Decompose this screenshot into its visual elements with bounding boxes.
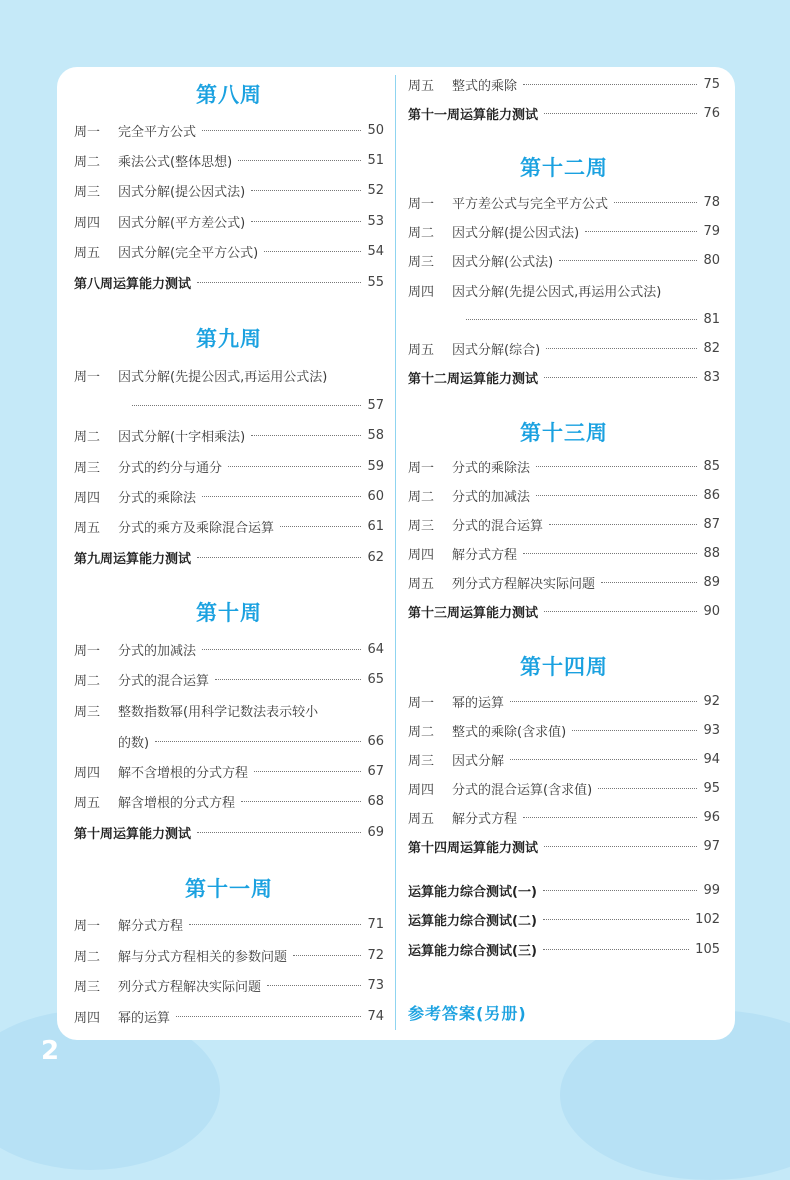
leader-dots (543, 890, 698, 891)
weekday-label: 周三 (74, 460, 101, 476)
page-number: 97 (703, 838, 720, 854)
leader-dots (523, 84, 697, 85)
toc-entry[interactable] (408, 191, 720, 213)
weekday-label: 周五 (408, 78, 435, 94)
weekday-label: 周四 (408, 782, 435, 798)
page-number: 79 (703, 223, 720, 239)
page-number: 67 (367, 763, 384, 779)
toc-entry[interactable] (74, 974, 384, 996)
leader-dots (543, 919, 689, 920)
toc-test-entry[interactable] (74, 821, 384, 843)
toc-entry-continuation[interactable] (74, 730, 384, 752)
leader-dots (543, 949, 689, 950)
column-divider (395, 75, 396, 1030)
weekday-label: 周四 (74, 490, 101, 506)
entry-title: 幂的运算 (118, 1010, 171, 1026)
entry-title: 分式的混合运算 (118, 673, 210, 689)
weekday-label: 周三 (408, 518, 435, 534)
entry-title: 解不含增根的分式方程 (118, 765, 249, 781)
page-number: 105 (695, 941, 720, 957)
leader-dots (264, 251, 361, 252)
leader-dots (251, 435, 361, 436)
toc-comprehensive-test[interactable] (408, 908, 720, 930)
leader-dots (197, 832, 361, 833)
toc-entry[interactable] (408, 690, 720, 712)
weekday-label: 周二 (74, 673, 101, 689)
page-number: 50 (367, 122, 384, 138)
entry-title: 因式分解(完全平方公式) (118, 245, 259, 261)
toc-entry[interactable] (74, 179, 384, 201)
page-number: 89 (703, 574, 720, 590)
toc-entry[interactable] (408, 337, 720, 359)
page-number: 55 (367, 274, 384, 290)
weekday-label: 周四 (408, 284, 435, 300)
entry-title: 解与分式方程相关的参数问题 (118, 949, 288, 965)
entry-title: 因式分解(提公因式法) (118, 184, 246, 200)
page-number: 62 (367, 549, 384, 565)
leader-dots (544, 113, 697, 114)
weekday-label: 周五 (408, 576, 435, 592)
toc-entry[interactable] (74, 210, 384, 232)
weekday-label: 周二 (408, 724, 435, 740)
entry-title: 分式的乘除法 (452, 460, 531, 476)
entry-title: 整式的乘除 (452, 78, 518, 94)
leader-dots (466, 319, 697, 320)
entry-title: 因式分解(提公因式法) (452, 225, 580, 241)
entry-title: 运算能力综合测试(三) (408, 943, 537, 959)
page-number-footer: 2 (41, 1036, 60, 1066)
toc-entry[interactable] (408, 220, 720, 242)
page-number: 59 (367, 458, 384, 474)
page-number: 90 (703, 603, 720, 619)
week-heading: 第十三周 (520, 421, 608, 445)
leader-dots (202, 649, 361, 650)
page-number: 57 (367, 397, 384, 413)
toc-entry[interactable] (408, 542, 720, 564)
weekday-label: 周五 (74, 520, 101, 536)
page-number: 83 (703, 369, 720, 385)
toc-entry[interactable] (408, 748, 720, 770)
leader-dots (202, 130, 361, 131)
toc-entry[interactable] (74, 485, 384, 507)
entry-title: 解分式方程 (118, 918, 184, 934)
entry-title: 运算能力综合测试(二) (408, 913, 537, 929)
weekday-label: 周一 (74, 643, 101, 659)
leader-dots (559, 260, 697, 261)
toc-test-entry[interactable] (408, 366, 720, 388)
weekday-label: 周三 (74, 704, 101, 720)
leader-dots (523, 553, 697, 554)
week-heading: 第十二周 (520, 156, 608, 180)
toc-test-entry[interactable] (74, 271, 384, 293)
entry-title: 因式分解(公式法) (452, 254, 554, 270)
page-number: 60 (367, 488, 384, 504)
page-number: 75 (703, 76, 720, 92)
leader-dots (132, 405, 361, 406)
entry-title: 整式的乘除(含求值) (452, 724, 567, 740)
entry-title: 解含增根的分式方程 (118, 795, 236, 811)
entry-title: 分式的乘方及乘除混合运算 (118, 520, 275, 536)
entry-title: 运算能力综合测试(一) (408, 884, 537, 900)
week-heading: 第九周 (196, 327, 262, 351)
page-number: 53 (367, 213, 384, 229)
weekday-label: 周一 (74, 369, 101, 385)
toc-entry-continuation[interactable] (408, 308, 720, 330)
leader-dots (523, 817, 697, 818)
entry-title: 平方差公式与完全平方公式 (452, 196, 609, 212)
leader-dots (176, 1016, 361, 1017)
toc-entry[interactable] (74, 699, 384, 721)
leader-dots (155, 741, 361, 742)
toc-test-entry[interactable] (408, 835, 720, 857)
page-number: 102 (695, 911, 720, 927)
page-number: 52 (367, 182, 384, 198)
toc-entry[interactable] (408, 777, 720, 799)
weekday-label: 周二 (74, 949, 101, 965)
entry-title: 完全平方公式 (118, 124, 197, 140)
page-number: 81 (703, 311, 720, 327)
leader-dots (197, 557, 361, 558)
entry-title: 第十一周运算能力测试 (408, 107, 539, 123)
page-number: 95 (703, 780, 720, 796)
weekday-label: 周四 (74, 765, 101, 781)
entry-title: 因式分解(综合) (452, 342, 541, 358)
page-number: 73 (367, 977, 384, 993)
entry-title: 分式的乘除法 (118, 490, 197, 506)
weekday-label: 周二 (74, 429, 101, 445)
leader-dots (549, 524, 697, 525)
entry-title: 因式分解(平方差公式) (118, 215, 246, 231)
entry-title: 分式的加减法 (118, 643, 197, 659)
leader-dots (189, 924, 361, 925)
leader-dots (536, 466, 697, 467)
weekday-label: 周三 (74, 184, 101, 200)
weekday-label: 周一 (408, 695, 435, 711)
entry-title: 因式分解(先提公因式,再运用公式法) (118, 369, 328, 385)
weekday-label: 周三 (408, 753, 435, 769)
entry-title-continuation: 的数) (118, 735, 150, 751)
entry-title: 解分式方程 (452, 811, 518, 827)
page-number: 58 (367, 427, 384, 443)
leader-dots (544, 377, 697, 378)
toc-entry[interactable] (74, 515, 384, 537)
page-number: 65 (367, 671, 384, 687)
week-heading: 第八周 (196, 83, 262, 107)
toc-entry-continuation[interactable] (74, 394, 384, 416)
entry-title: 分式的混合运算 (452, 518, 544, 534)
page-number: 85 (703, 458, 720, 474)
entry-title: 第十三周运算能力测试 (408, 605, 539, 621)
leader-dots (197, 282, 361, 283)
toc-entry[interactable] (408, 513, 720, 535)
toc-test-entry[interactable] (408, 600, 720, 622)
toc-entry[interactable] (408, 484, 720, 506)
entry-title: 因式分解(十字相乘法) (118, 429, 246, 445)
page-number: 64 (367, 641, 384, 657)
toc-entry[interactable] (74, 424, 384, 446)
leader-dots (601, 582, 697, 583)
toc-test-entry[interactable] (74, 546, 384, 568)
leader-dots (267, 985, 361, 986)
weekday-label: 周四 (74, 1010, 101, 1026)
entry-title: 第八周运算能力测试 (74, 276, 192, 292)
page-number: 92 (703, 693, 720, 709)
page-number: 68 (367, 793, 384, 809)
toc-entry[interactable] (408, 571, 720, 593)
leader-dots (254, 771, 361, 772)
toc-entry[interactable] (408, 806, 720, 828)
toc-comprehensive-test[interactable] (408, 938, 720, 960)
answer-key-note[interactable]: 参考答案(另册) (408, 1004, 527, 1023)
toc-entry[interactable] (74, 913, 384, 935)
weekday-label: 周二 (408, 225, 435, 241)
page-number: 51 (367, 152, 384, 168)
entry-title: 分式的混合运算(含求值) (452, 782, 593, 798)
weekday-label: 周四 (408, 547, 435, 563)
entry-title: 分式的约分与通分 (118, 460, 223, 476)
toc-entry[interactable] (74, 240, 384, 262)
weekday-label: 周一 (408, 196, 435, 212)
entry-title: 因式分解(先提公因式,再运用公式法) (452, 284, 662, 300)
leader-dots (544, 611, 697, 612)
entry-title: 第十二周运算能力测试 (408, 371, 539, 387)
leader-dots (598, 788, 697, 789)
weekday-label: 周三 (74, 979, 101, 995)
toc-entry[interactable] (408, 279, 720, 301)
leader-dots (510, 759, 697, 760)
page-number: 74 (367, 1008, 384, 1024)
weekday-label: 周一 (74, 124, 101, 140)
toc-entry[interactable] (74, 760, 384, 782)
toc-entry[interactable] (74, 455, 384, 477)
leader-dots (536, 495, 697, 496)
page-number: 93 (703, 722, 720, 738)
leader-dots (251, 190, 361, 191)
weekday-label: 周一 (74, 918, 101, 934)
leader-dots (293, 955, 361, 956)
page-number: 69 (367, 824, 384, 840)
week-heading: 第十一周 (185, 877, 273, 901)
toc-entry[interactable] (74, 364, 384, 386)
week-heading: 第十四周 (520, 655, 608, 679)
page-number: 71 (367, 916, 384, 932)
entry-title: 分式的加减法 (452, 489, 531, 505)
weekday-label: 周五 (74, 795, 101, 811)
leader-dots (228, 466, 361, 467)
page-number: 72 (367, 947, 384, 963)
entry-title: 幂的运算 (452, 695, 505, 711)
toc-entry[interactable] (408, 455, 720, 477)
toc-entry[interactable] (74, 790, 384, 812)
page-number: 87 (703, 516, 720, 532)
toc-entry[interactable] (74, 668, 384, 690)
entry-title: 第十周运算能力测试 (74, 826, 192, 842)
toc-entry[interactable] (74, 1005, 384, 1027)
leader-dots (546, 348, 697, 349)
weekday-label: 周五 (74, 245, 101, 261)
toc-entry[interactable] (408, 249, 720, 271)
page-number: 96 (703, 809, 720, 825)
leader-dots (510, 701, 697, 702)
entry-title: 第九周运算能力测试 (74, 551, 192, 567)
leader-dots (544, 846, 697, 847)
entry-title: 因式分解 (452, 753, 505, 769)
entry-title: 整数指数幂(用科学记数法表示较小 (118, 704, 319, 720)
entry-title: 解分式方程 (452, 547, 518, 563)
leader-dots (251, 221, 361, 222)
toc-entry[interactable] (74, 944, 384, 966)
page-number: 88 (703, 545, 720, 561)
weekday-label: 周二 (74, 154, 101, 170)
toc-comprehensive-test[interactable] (408, 879, 720, 901)
toc-entry[interactable] (74, 119, 384, 141)
page-number: 76 (703, 105, 720, 121)
toc-entry[interactable] (74, 149, 384, 171)
weekday-label: 周二 (408, 489, 435, 505)
page-number: 61 (367, 518, 384, 534)
leader-dots (614, 202, 697, 203)
leader-dots (572, 730, 697, 731)
entry-title: 第十四周运算能力测试 (408, 840, 539, 856)
week-heading: 第十周 (196, 601, 262, 625)
page-number: 99 (703, 882, 720, 898)
page-number: 54 (367, 243, 384, 259)
leader-dots (241, 801, 361, 802)
toc-entry[interactable] (74, 638, 384, 660)
page-number: 66 (367, 733, 384, 749)
toc-entry[interactable] (408, 719, 720, 741)
weekday-label: 周五 (408, 342, 435, 358)
toc-entry[interactable] (408, 73, 720, 95)
leader-dots (215, 679, 361, 680)
entry-title: 列分式方程解决实际问题 (452, 576, 596, 592)
toc-test-entry[interactable] (408, 102, 720, 124)
weekday-label: 周四 (74, 215, 101, 231)
entry-title: 乘法公式(整体思想) (118, 154, 233, 170)
page-number: 78 (703, 194, 720, 210)
leader-dots (280, 526, 361, 527)
leader-dots (238, 160, 361, 161)
page-number: 86 (703, 487, 720, 503)
page-number: 94 (703, 751, 720, 767)
entry-title: 列分式方程解决实际问题 (118, 979, 262, 995)
page-number: 82 (703, 340, 720, 356)
weekday-label: 周一 (408, 460, 435, 476)
weekday-label: 周五 (408, 811, 435, 827)
weekday-label: 周三 (408, 254, 435, 270)
leader-dots (202, 496, 361, 497)
page-number: 80 (703, 252, 720, 268)
leader-dots (585, 231, 697, 232)
